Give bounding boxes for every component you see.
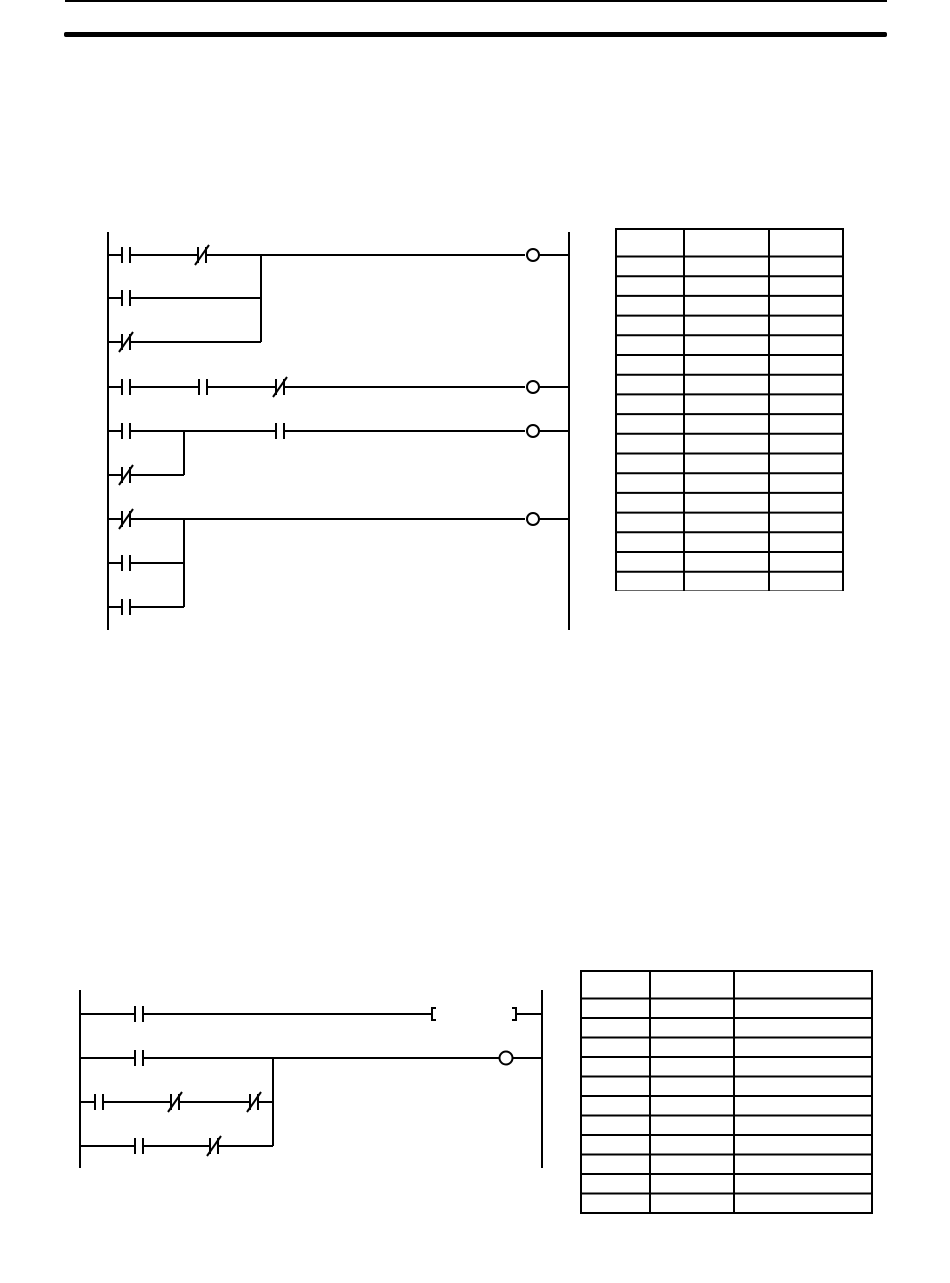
instruction-bracket-left [432,1008,436,1020]
output-coil [527,513,539,525]
output-coil [527,249,539,261]
rung-1 [108,245,569,352]
mnemonic-table-1 [615,228,844,591]
rung-3 [108,423,569,485]
table-border [581,971,872,1213]
output-coil [527,381,539,393]
table-border [616,229,843,591]
rung-2 [108,377,569,397]
instruction-bracket-right [512,1008,516,1020]
output-coil [527,425,539,437]
output-coil [500,1052,513,1065]
mnemonic-table-2 [580,970,873,1216]
rung-b [80,1050,542,1156]
rung-4 [108,509,569,615]
rung-a [80,1006,542,1022]
